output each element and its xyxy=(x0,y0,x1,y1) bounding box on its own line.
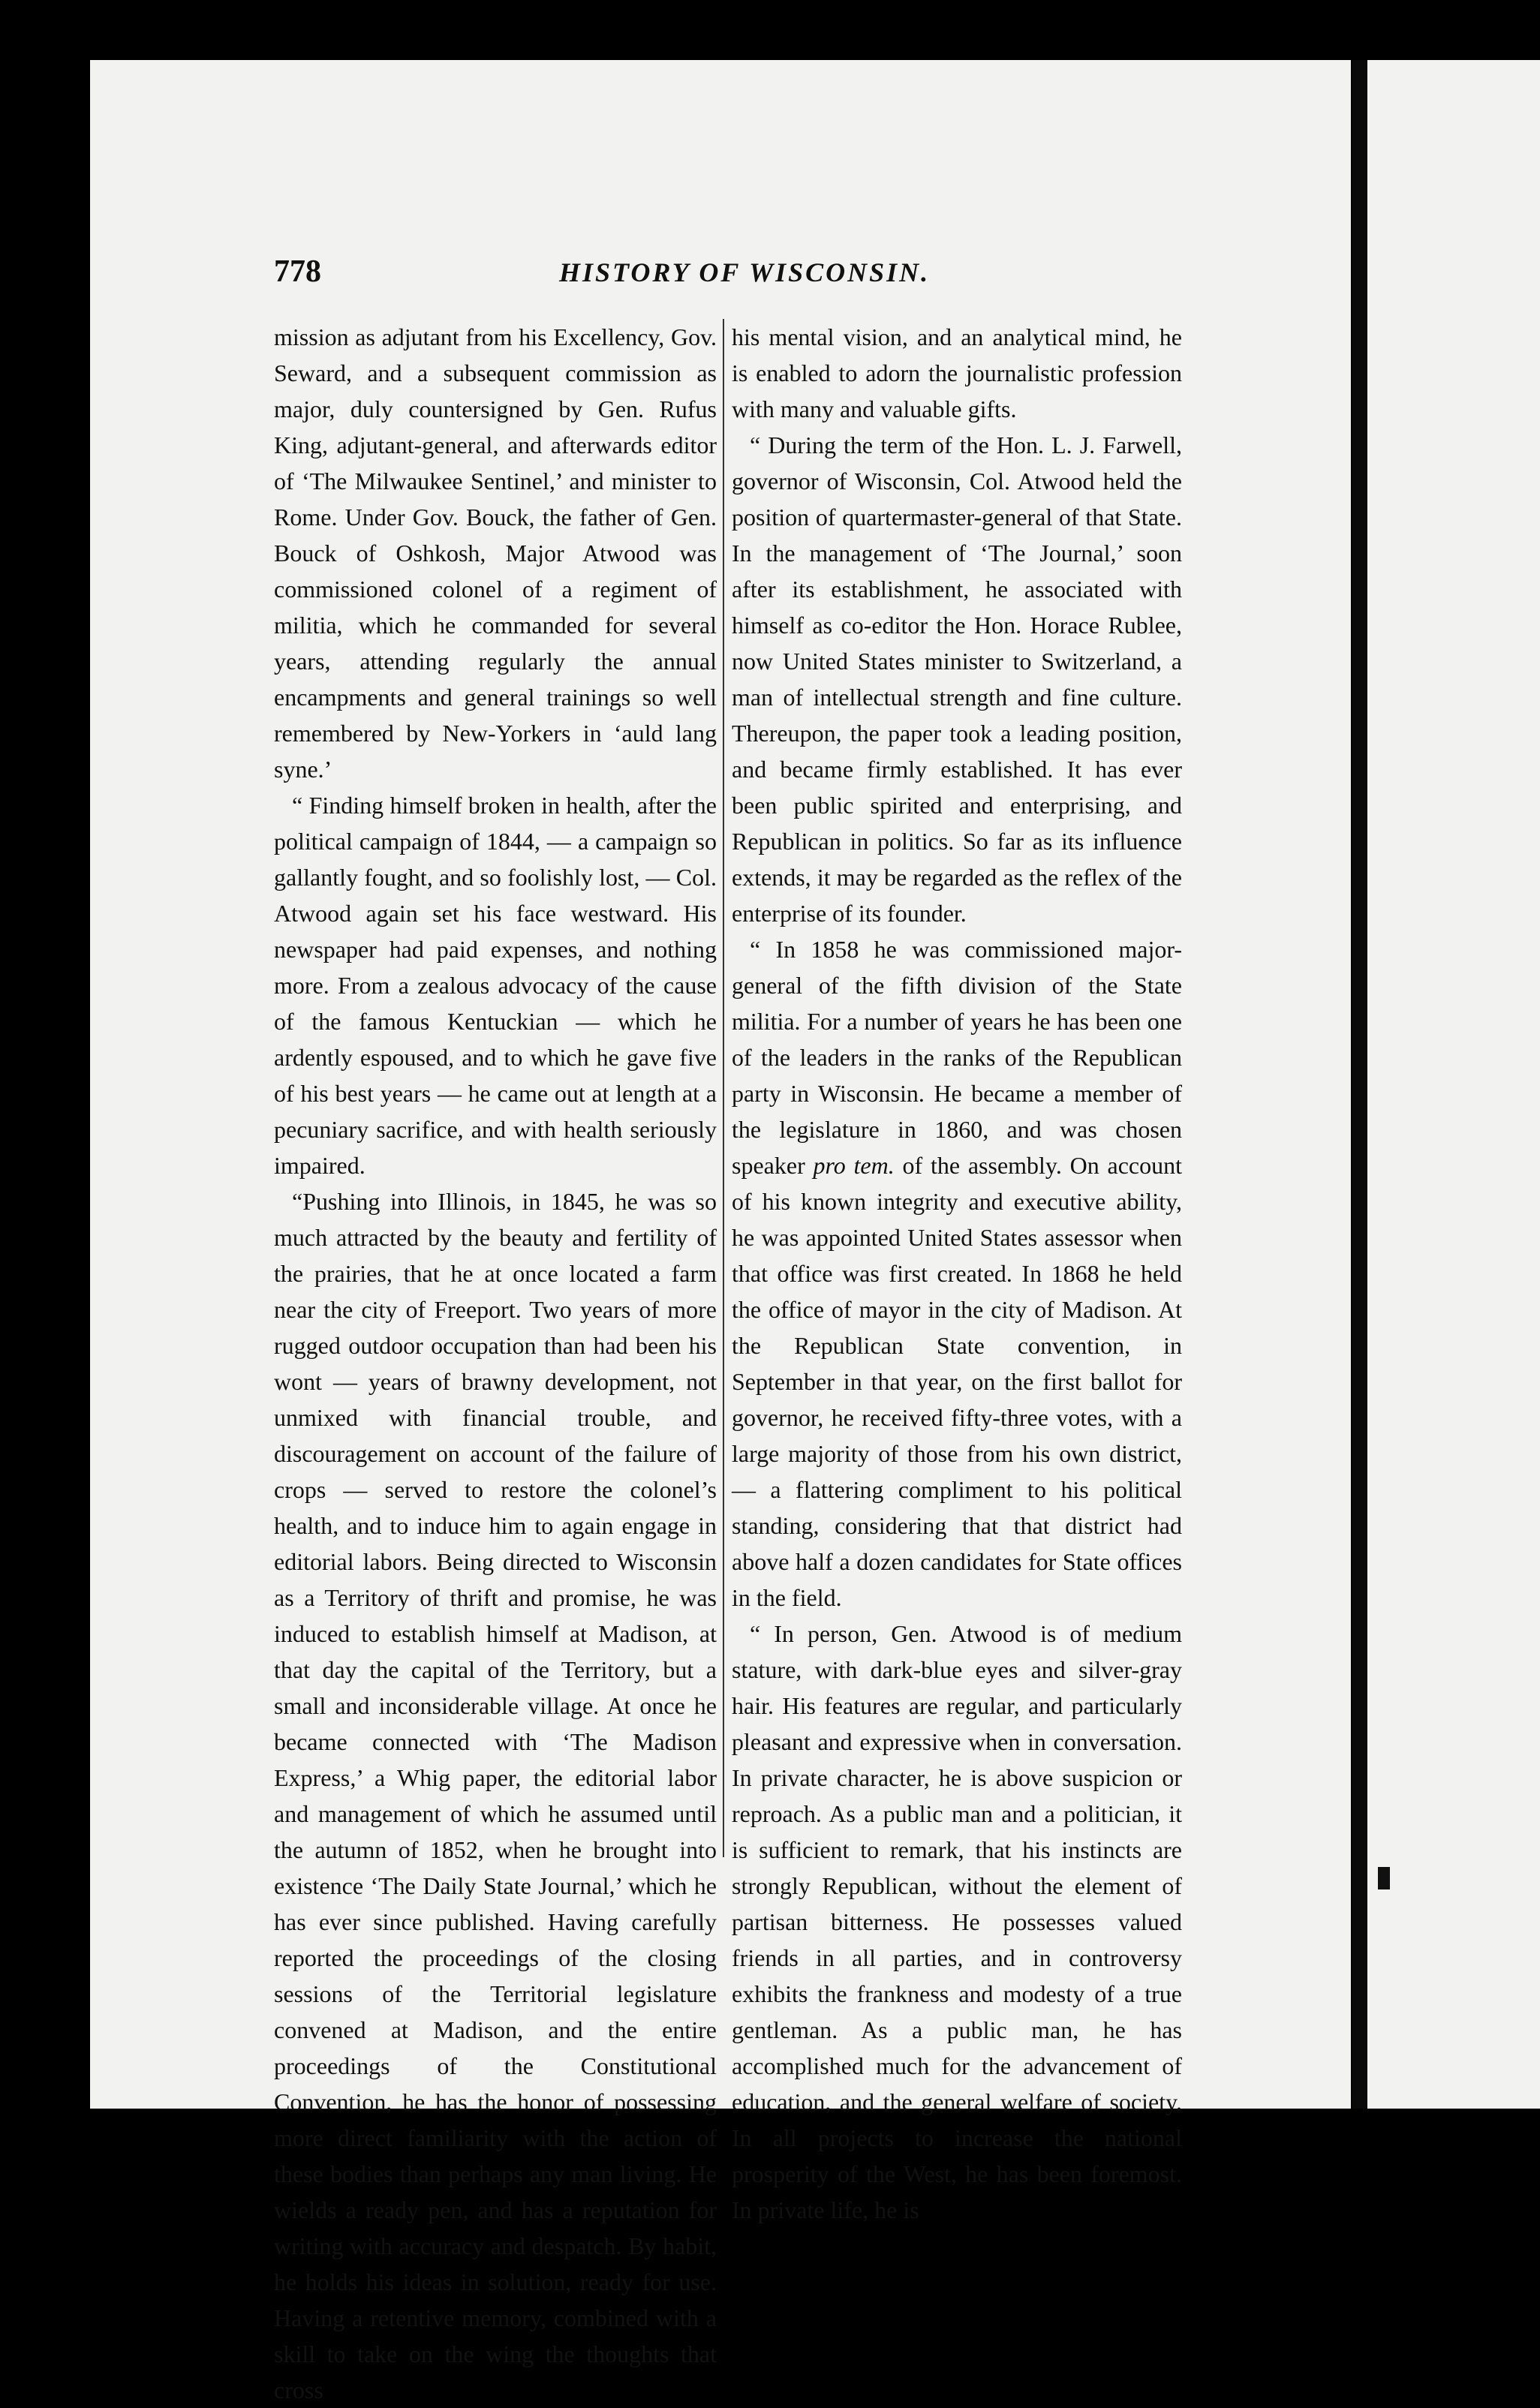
right-text-column xyxy=(732,319,1183,2223)
edge-mark xyxy=(1378,1867,1390,1889)
page-number: 778 xyxy=(274,254,321,289)
page-header xyxy=(274,254,1167,299)
paragraph: mission as adjutant from his Excellency, Gov. Seward, and a subsequent commission as major, duly countersigned by Gen. Rufus King, adjutant-general, and afterwards editor of ‘The Milwaukee Sentinel,’ and minister to Rome. Under Gov. Bouck, the father of Gen. Bouck of Oshkosh, Major Atwood was commissioned colonel of a regiment of militia, which he commanded for several years, attending regularly the annual encampments and general trainings so well remembered by New-Yorkers in ‘auld lang syne.’ xyxy=(274,323,717,783)
paragraph: his mental vision, and an analytical mind, he is enabled to adorn the journalistic profession with many and valuable gifts. xyxy=(732,323,1182,422)
facing-page-edge xyxy=(1367,60,1540,2109)
paragraph: “ Finding himself broken in health, after the political campaign of 1844, — a campaign so gallantly fought, and so foolishly lost, — Col. Atwood again set his face westward. His newspaper had paid expenses, and nothing more. From a zealous advocacy of the cause of the famous Kentuckian — which he ardently espoused, and to which he gave five of his best years — he came out at length at a pecuniary sacrifice, and with health seriously impaired. xyxy=(274,792,717,1179)
left-text-column xyxy=(274,319,717,2403)
paragraph: “ In person, Gen. Atwood is of medium stature, with dark-blue eyes and silver-gray hair. His features are regular, and particularly pleasant and expressive when in conversation. In private character, he is above suspicion or reproach. As a public man and a politician, it is sufficient to remark, that his instincts are strongly Republican, without the element of partisan bitterness. He possesses valued friends in all parties, and in controversy exhibits the frankness and modesty of a true gentleman. As a public man, he has accomplished much for the advancement of education, and the general welfare of society. In all projects to increase the national prosperity of the West, he has been foremost. In private life, he is xyxy=(732,1620,1182,2223)
italic-text: pro tem. xyxy=(813,1152,895,1179)
page-gutter-shadow xyxy=(1352,60,1367,2109)
paragraph: “ During the term of the Hon. L. J. Farwell, governor of Wisconsin, Col. Atwood held the position of quartermaster-general of that State. In the management of ‘The Journal,’ soon after its establishment, he associated with himself as co-editor the Hon. Horace Rublee, now United States minister to Switzerland, a man of intellectual strength and fine culture. Thereupon, the paper took a leading position, and became firmly established. It has ever been public spirited and enterprising, and Republican in politics. So far as its influence extends, it may be regarded as the reflex of the enterprise of its founder. xyxy=(732,431,1182,927)
paragraph-text: “ In 1858 he was commissioned major-general of the fifth division of the State militia. For a number of years he has been one of the leaders in the ranks of the Republican party in Wisconsin. He became a member of the legislature in 1860, and was chosen speaker xyxy=(732,936,1182,1179)
paragraph xyxy=(732,931,1182,1616)
paragraph-text: of the assembly. On account of his known integrity and executive ability, he was appointed United States assessor when that office was first created. In 1868 he held the office of mayor in the city of Madison. At the Republican State convention, in September in that year, on the first ballot for governor, he received fifty-three votes, with a large majority of those from his own district, — a flattering compliment to his political standing, considering that that district had above half a dozen candidates for State offices in the field. xyxy=(732,1152,1183,1611)
paragraph: “Pushing into Illinois, in 1845, he was so much attracted by the beauty and fertility of the prairies, that he at once located a farm near the city of Freeport. Two years of more rugged outdoor occupation than had been his wont — years of brawny development, not unmixed with financial trouble, and discouragement on account of the failure of crops — served to restore the colonel’s health, and to induce him to again engage in editorial labors. Being directed to Wisconsin as a Territory of thrift and promise, he was induced to establish himself at Madison, at that day the capital of the Territory, but a small and inconsiderable village. At once he became connected with ‘The Madison Express,’ a Whig paper, the editorial labor and management of which he assumed until the autumn of 1852, when he brought into existence ‘The Daily State Journal,’ which he has ever since published. Having carefully reported the proceedings of the closing sessions of the Territorial legislature convened at Madison, and the entire proceedings of the Constitutional Convention, he has the honor of possessing more direct familiarity with the action of these bodies than perhaps any man living. He wields a ready pen, and has a reputation for writing with accuracy and despatch. By habit, he holds his ideas in solution, ready for use. Having a retentive memory, combined with a skill to take on the wing the thoughts that cross xyxy=(274,1188,717,2403)
running-title: HISTORY OF WISCONSIN. xyxy=(559,257,931,287)
column-divider xyxy=(723,319,724,1857)
